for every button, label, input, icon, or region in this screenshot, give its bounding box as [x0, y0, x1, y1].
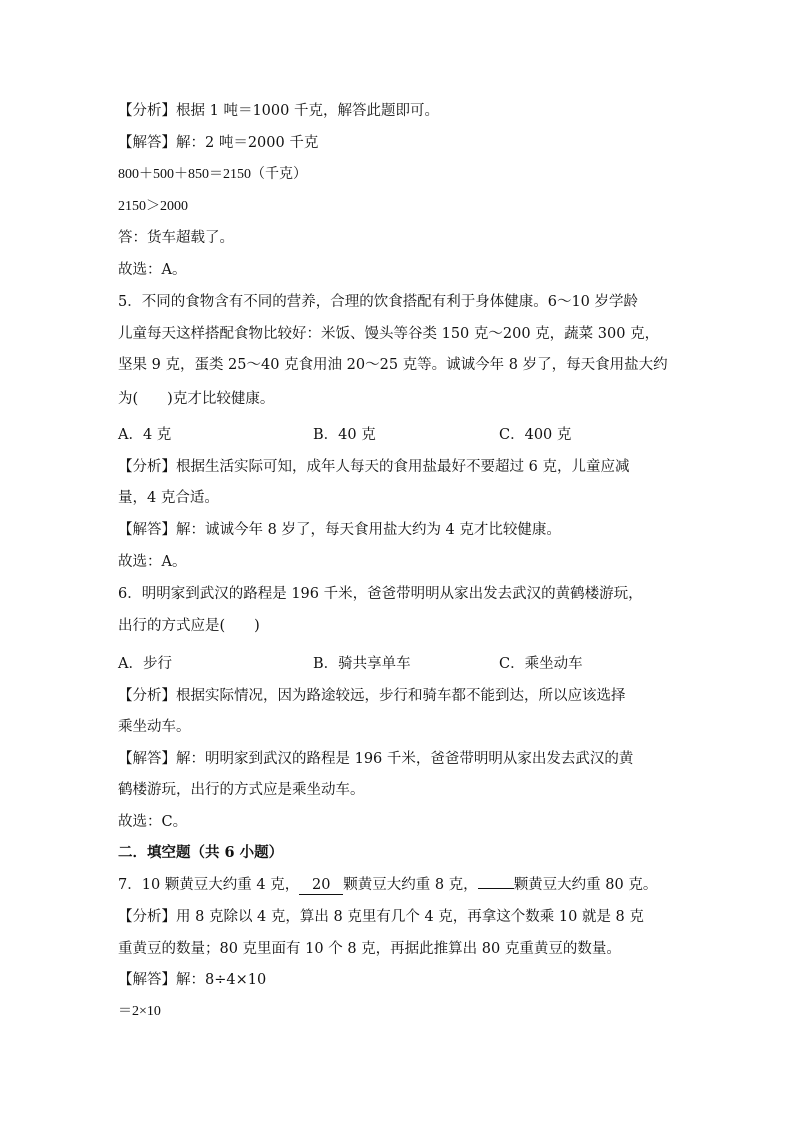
question-7-blank-1: 20: [299, 876, 343, 895]
analysis-line: 【分析】根据 1 吨＝1000 千克，解答此题即可。: [118, 103, 439, 119]
question-6-answer-1: 【解答】解：明明家到武汉的路程是 196 千米，爸爸带明明从家出发去武汉的黄: [118, 751, 634, 767]
question-7-part-2: 颗黄豆大约重 8 克，: [343, 877, 478, 893]
question-6-analysis-2: 乘坐动车。: [118, 719, 191, 735]
question-5-answer: 【解答】解：诚诚今年 8 岁了，每天食用盐大约为 4 克才比较健康。: [118, 522, 561, 538]
question-5-option-a: A．4 克: [118, 427, 172, 443]
question-6-analysis-1: 【分析】根据实际情况，因为路途较远，步行和骑车都不能到达，所以应该选择: [118, 688, 626, 704]
question-7-step: ＝2×10: [118, 1004, 161, 1019]
question-7-part-1: 7．10 颗黄豆大约重 4 克，: [118, 877, 300, 893]
question-6-stem-1: 6．明明家到武汉的路程是 196 千米，爸爸带明明从家出发去武汉的黄鹤楼游玩，: [118, 586, 643, 602]
comparison-line: 2150＞2000: [118, 199, 188, 214]
question-7-analysis-2: 重黄豆的数量；80 克里面有 10 个 8 克，再据此推算出 80 克重黄豆的数量。: [118, 941, 621, 957]
question-5-stem-4: 为( )克才比较健康。: [118, 391, 275, 407]
question-7-stem: [118, 875, 688, 895]
question-6-stem-2: 出行的方式应是( ): [118, 618, 260, 634]
question-5-option-c: C．400 克: [499, 427, 572, 443]
question-7-answer: 【解答】解：8÷4×10: [118, 972, 267, 988]
choice-line: 故选：A。: [118, 262, 187, 278]
question-5-analysis-1: 【分析】根据生活实际可知，成年人每天的食用盐最好不要超过 6 克，儿童应减: [118, 459, 630, 475]
question-6-answer-2: 鹤楼游玩，出行的方式应是乘坐动车。: [118, 782, 365, 798]
answer-line: 【解答】解：2 吨＝2000 千克: [118, 135, 319, 151]
question-6-option-a: A．步行: [118, 656, 172, 672]
question-6-option-c: C．乘坐动车: [499, 656, 583, 672]
question-5-stem-3: 坚果 9 克，蛋类 25～40 克食用油 20～25 克等。诚诚今年 8 岁了，每天食用盐大约: [118, 357, 668, 373]
question-5-choice: 故选：A。: [118, 554, 187, 570]
question-7-part-3: 颗黄豆大约重 80 克。: [513, 877, 658, 893]
section-title: 二．填空题（共 6 小题）: [118, 844, 284, 861]
question-6-choice: 故选：C。: [118, 814, 188, 830]
question-7-blank-2: [478, 888, 514, 889]
conclusion-line: 答：货车超载了。: [118, 230, 234, 246]
question-6-option-b: B．骑共享单车: [313, 656, 411, 672]
equation-line: 800＋500＋850＝2150（千克）: [118, 167, 307, 182]
question-5-stem-2: 儿童每天这样搭配食物比较好：米饭、馒头等谷类 150 克～200 克，蔬菜 300 克，: [118, 326, 660, 342]
question-5-option-b: B．40 克: [313, 427, 376, 443]
question-5-analysis-2: 量，4 克合适。: [118, 490, 219, 506]
question-7-analysis-1: 【分析】用 8 克除以 4 克，算出 8 克里有几个 4 克，再拿这个数乘 10 就是 8 克: [118, 909, 644, 925]
question-5-stem-1: 5．不同的食物含有不同的营养，合理的饮食搭配有利于身体健康。6～10 岁学龄: [118, 294, 639, 310]
